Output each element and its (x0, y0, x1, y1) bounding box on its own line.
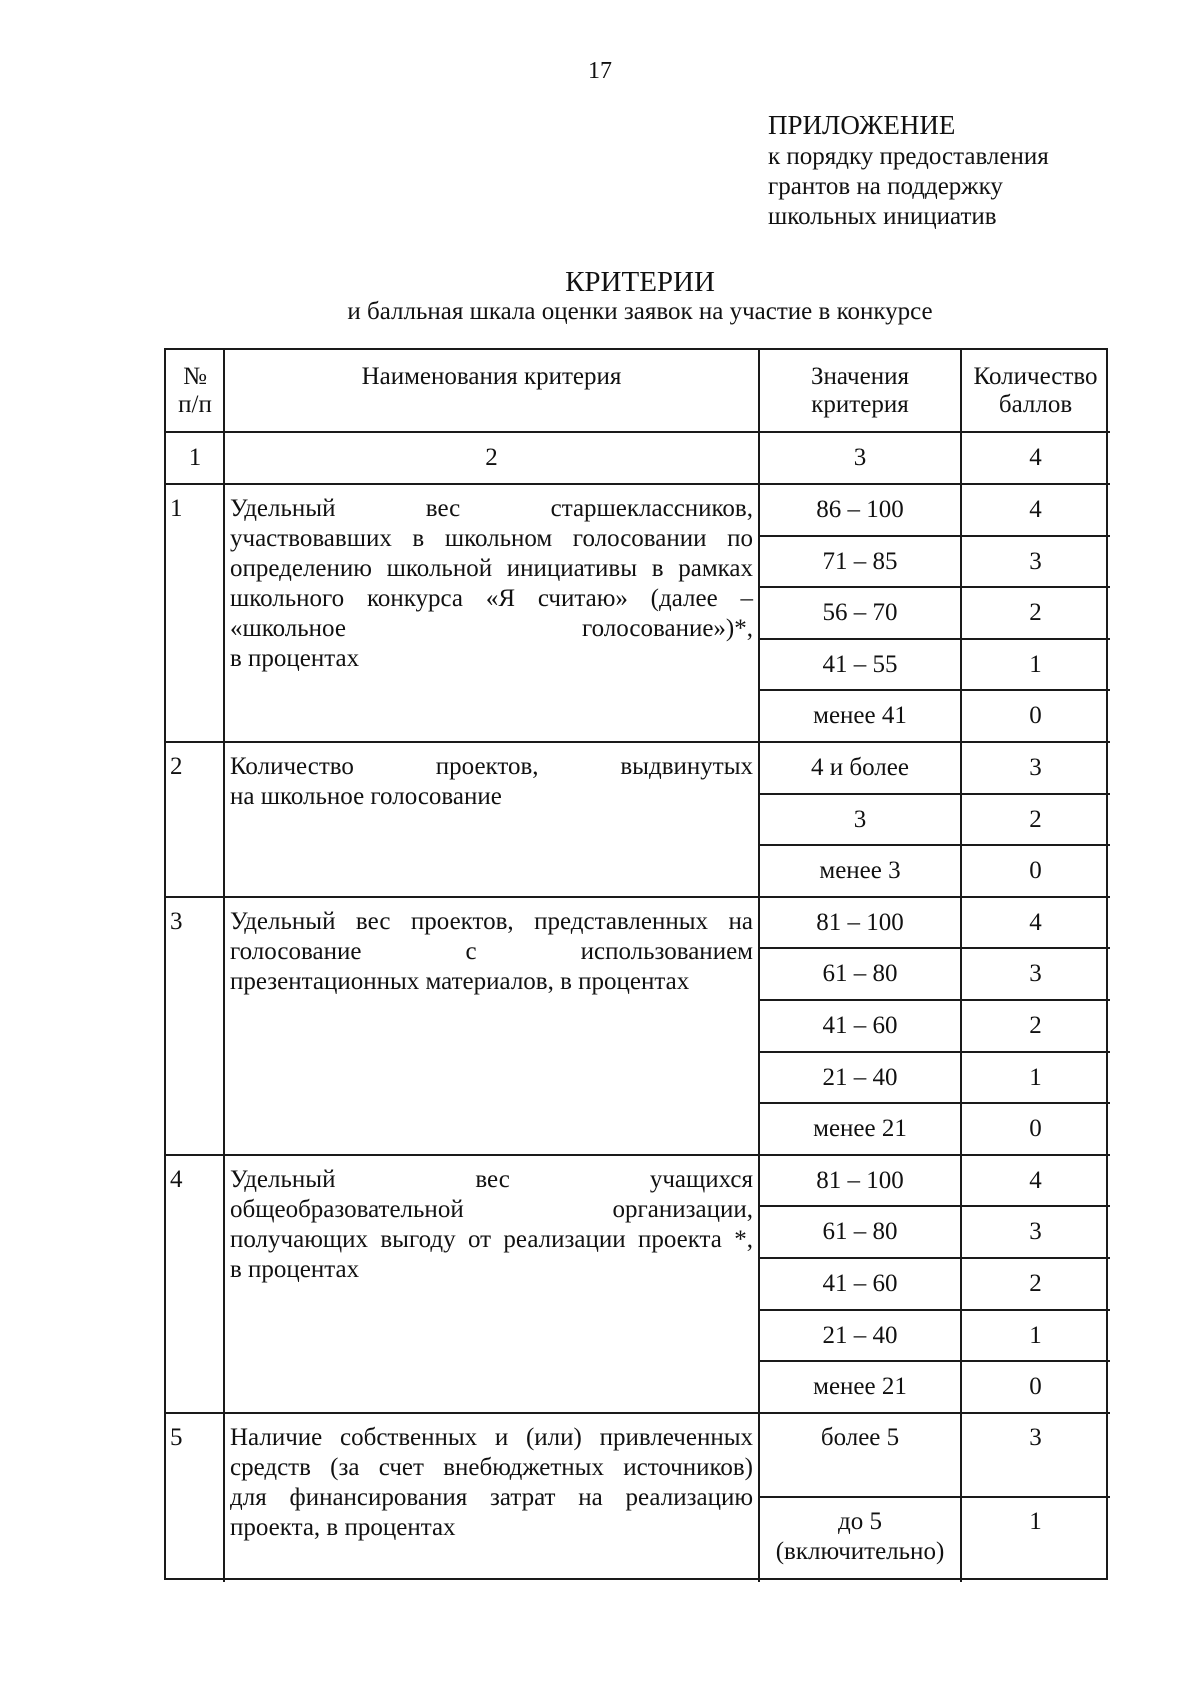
criterion-value: 81 – 100 (816, 1166, 904, 1194)
criterion-number: 3 (170, 907, 183, 935)
value-row-rule (759, 689, 1110, 691)
criterion-points: 2 (1029, 599, 1042, 627)
document-subtitle: и балльная шкала оценки заявок на участие в конкурсе (347, 298, 933, 325)
criterion-value: 4 и более (811, 754, 909, 781)
column-number: 3 (853, 444, 867, 471)
criterion-number: 2 (170, 753, 183, 780)
value-row-rule (759, 535, 1110, 537)
criterion-name-line: общеобразовательной организации, (230, 1195, 753, 1223)
criterion-points: 2 (1029, 805, 1042, 833)
criterion-points: 1 (1029, 1508, 1042, 1536)
header-number-sub: п/п (178, 391, 212, 418)
criterion-value: менее 41 (813, 702, 907, 730)
criterion-points: 2 (1029, 1012, 1042, 1039)
value-row-rule (759, 793, 1110, 795)
criterion-name-line: проекта, в процентах (230, 1513, 456, 1541)
criterion-name-line: в процентах (230, 645, 360, 672)
value-row-rule (759, 1257, 1110, 1259)
header-value: Значения (811, 363, 909, 390)
appendix-line-3: школьных инициатив (768, 203, 997, 230)
criterion-name-line: для финансирования затрат на реализацию (230, 1483, 753, 1511)
value-row-rule (759, 1102, 1110, 1104)
criterion-rule (166, 896, 1110, 898)
criterion-points: 0 (1029, 1115, 1042, 1143)
criterion-name-line: Количество проектов, выдвинутых (230, 753, 753, 780)
column-number: 4 (1029, 444, 1042, 471)
value-row-rule (759, 999, 1110, 1001)
value-row-rule (759, 1309, 1110, 1311)
criterion-name-line: средств (за счет внебюджетных источников) (230, 1453, 753, 1481)
criterion-points: 0 (1029, 857, 1042, 885)
criterion-name-line: Удельный вес проектов, представленных на (230, 907, 753, 935)
criterion-value: менее 21 (813, 1115, 907, 1143)
criterion-value: до 5 (838, 1508, 882, 1536)
criterion-name (230, 752, 753, 812)
criterion-number: 1 (170, 495, 183, 522)
criterion-value: 61 – 80 (822, 960, 898, 988)
criterion-value: 81 – 100 (816, 908, 904, 936)
criterion-value: менее 3 (819, 857, 901, 885)
criterion-value: 41 – 60 (822, 1012, 898, 1039)
criterion-value: 3 (853, 805, 867, 833)
criterion-points: 0 (1029, 702, 1042, 730)
criterion-name-line: «школьное голосование»)*, (230, 615, 753, 642)
criterion-name-line: получающих выгоду от реализации проекта *, (230, 1225, 753, 1253)
criterion-points: 0 (1029, 1373, 1042, 1401)
criterion-name-line: Удельный вес учащихся (230, 1165, 753, 1193)
criterion-name-line: презентационных материалов, в процентах (230, 967, 690, 995)
value-row-rule (759, 947, 1110, 949)
criterion-name-line: Удельный вес старшеклассников, (230, 495, 753, 522)
criterion-points: 3 (1029, 547, 1042, 575)
appendix-line-2: грантов на поддержку (768, 173, 1003, 200)
page-number: 17 (588, 58, 612, 84)
criterion-value: 21 – 40 (822, 1063, 898, 1091)
criterion-points: 4 (1029, 1166, 1042, 1194)
criterion-value-sub: (включительно) (775, 1538, 945, 1566)
criterion-value: 86 – 100 (816, 496, 904, 523)
appendix-line-1: к порядку предоставления (768, 143, 1049, 170)
header-points-sub: баллов (998, 391, 1073, 418)
header-points: Количество (973, 363, 1098, 390)
criterion-value: 56 – 70 (822, 599, 898, 627)
criterion-number: 4 (170, 1165, 183, 1193)
header-value-sub: критерия (811, 391, 909, 418)
column-number: 1 (188, 444, 202, 471)
column-rule (223, 350, 225, 1582)
criterion-name (230, 1423, 753, 1543)
document-title: КРИТЕРИИ (565, 266, 715, 298)
criterion-rule (166, 1154, 1110, 1156)
value-row-rule (759, 1360, 1110, 1362)
criterion-name-line: школьного конкурса «Я считаю» (далее – (230, 585, 753, 612)
criterion-points: 3 (1029, 754, 1042, 781)
appendix-header (768, 108, 1049, 232)
criterion-value: 71 – 85 (822, 547, 898, 575)
criterion-points: 1 (1029, 650, 1042, 678)
criterion-points: 2 (1029, 1270, 1042, 1297)
criterion-value: более 5 (820, 1423, 900, 1451)
criterion-rule (166, 1412, 1110, 1414)
criterion-value: 41 – 55 (822, 650, 898, 678)
criterion-rule (166, 741, 1110, 743)
criterion-number: 5 (170, 1423, 183, 1451)
criterion-name (230, 1165, 753, 1285)
criterion-points: 4 (1029, 496, 1042, 523)
criterion-points: 3 (1029, 960, 1042, 988)
criterion-name-line: Наличие собственных и (или) привлеченных (230, 1423, 753, 1451)
column-number: 2 (485, 444, 498, 471)
column-number-rule (166, 483, 1110, 485)
appendix-title: ПРИЛОЖЕНИЕ (768, 110, 956, 140)
value-row-rule (759, 638, 1110, 640)
criterion-points: 4 (1029, 908, 1042, 936)
criterion-value: менее 21 (813, 1373, 907, 1401)
criterion-name-line: участвовавших в школьном голосовании по (230, 525, 753, 552)
criterion-name-line: голосование с использованием (230, 937, 753, 965)
criterion-points: 3 (1029, 1423, 1042, 1451)
header-rule (166, 431, 1110, 433)
value-row-rule (759, 586, 1110, 588)
criterion-name-line: на школьное голосование (230, 783, 502, 810)
value-row-rule (759, 1205, 1110, 1207)
criteria-table (164, 348, 1108, 1580)
header-number: № (183, 363, 207, 390)
criterion-points: 3 (1029, 1218, 1042, 1246)
criterion-name (230, 907, 753, 997)
value-row-rule (759, 844, 1110, 846)
criterion-name (230, 494, 753, 674)
criterion-value: 41 – 60 (822, 1270, 898, 1297)
criterion-points: 1 (1029, 1063, 1042, 1091)
criterion-value: 61 – 80 (822, 1218, 898, 1246)
value-row-rule (759, 1051, 1110, 1053)
criterion-name-line: в процентах (230, 1255, 360, 1283)
criterion-name-line: определению школьной инициативы в рамках (230, 555, 753, 582)
header-criterion-name: Наименования критерия (361, 363, 622, 390)
value-row-rule (759, 1496, 1110, 1498)
criterion-value: 21 – 40 (822, 1321, 898, 1349)
criterion-points: 1 (1029, 1321, 1042, 1349)
